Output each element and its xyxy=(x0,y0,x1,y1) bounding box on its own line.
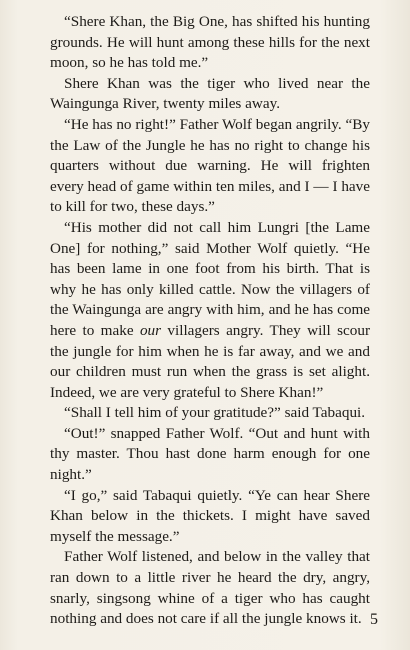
paragraph-8: Father Wolf listened, and below in the valley that ran down to a little river he heard the dry, angry, snarly, singsong whine of a tiger who has caught nothing and does not care if all the jungle knows it. xyxy=(50,548,370,628)
paragraph-1: “Shere Khan, the Big One, has shifted his hunting grounds. He will hunt among these hills for the next moon, so he has told me.” xyxy=(50,13,370,72)
paragraph-2: Shere Khan was the tiger who lived near the Waingunga River, twenty miles away. xyxy=(50,74,370,113)
paragraph-3: “He has no right!” Father Wolf began angrily. “By the Law of the Jungle he has no right to change his quarters without due warning. He will frighten every head of game within ten miles, and I — I have to kill for two, these days.” xyxy=(50,115,370,216)
paragraph-4: “His mother did not call him Lungri [the Lame One] for nothing,” said Mother Wolf quietly. “He has been lame in one foot from his birth. That is why he has only killed cattle. Now the villagers of the Waingunga are angry with him, and he has come here to make our villagers angry. They will scour the jungle for him when he is far away, and we and our children must run when the grass is set alight. Indeed, we are very grateful to Shere Khan!” xyxy=(50,218,371,401)
page-number: 5 xyxy=(370,611,378,628)
body-text xyxy=(50,12,370,630)
emphasis-our: our xyxy=(139,321,162,339)
paragraph-5: “Shall I tell him of your gratitude?” said Tabaqui. xyxy=(64,404,366,422)
paragraph-6: “Out!” snapped Father Wolf. “Out and hunt with thy master. Thou hast done harm enough for one night.” xyxy=(50,424,370,484)
paragraph-7: “I go,” said Tabaqui quietly. “Ye can hear Shere Khan below in the thickets. I might have saved myself the message.” xyxy=(50,486,370,545)
